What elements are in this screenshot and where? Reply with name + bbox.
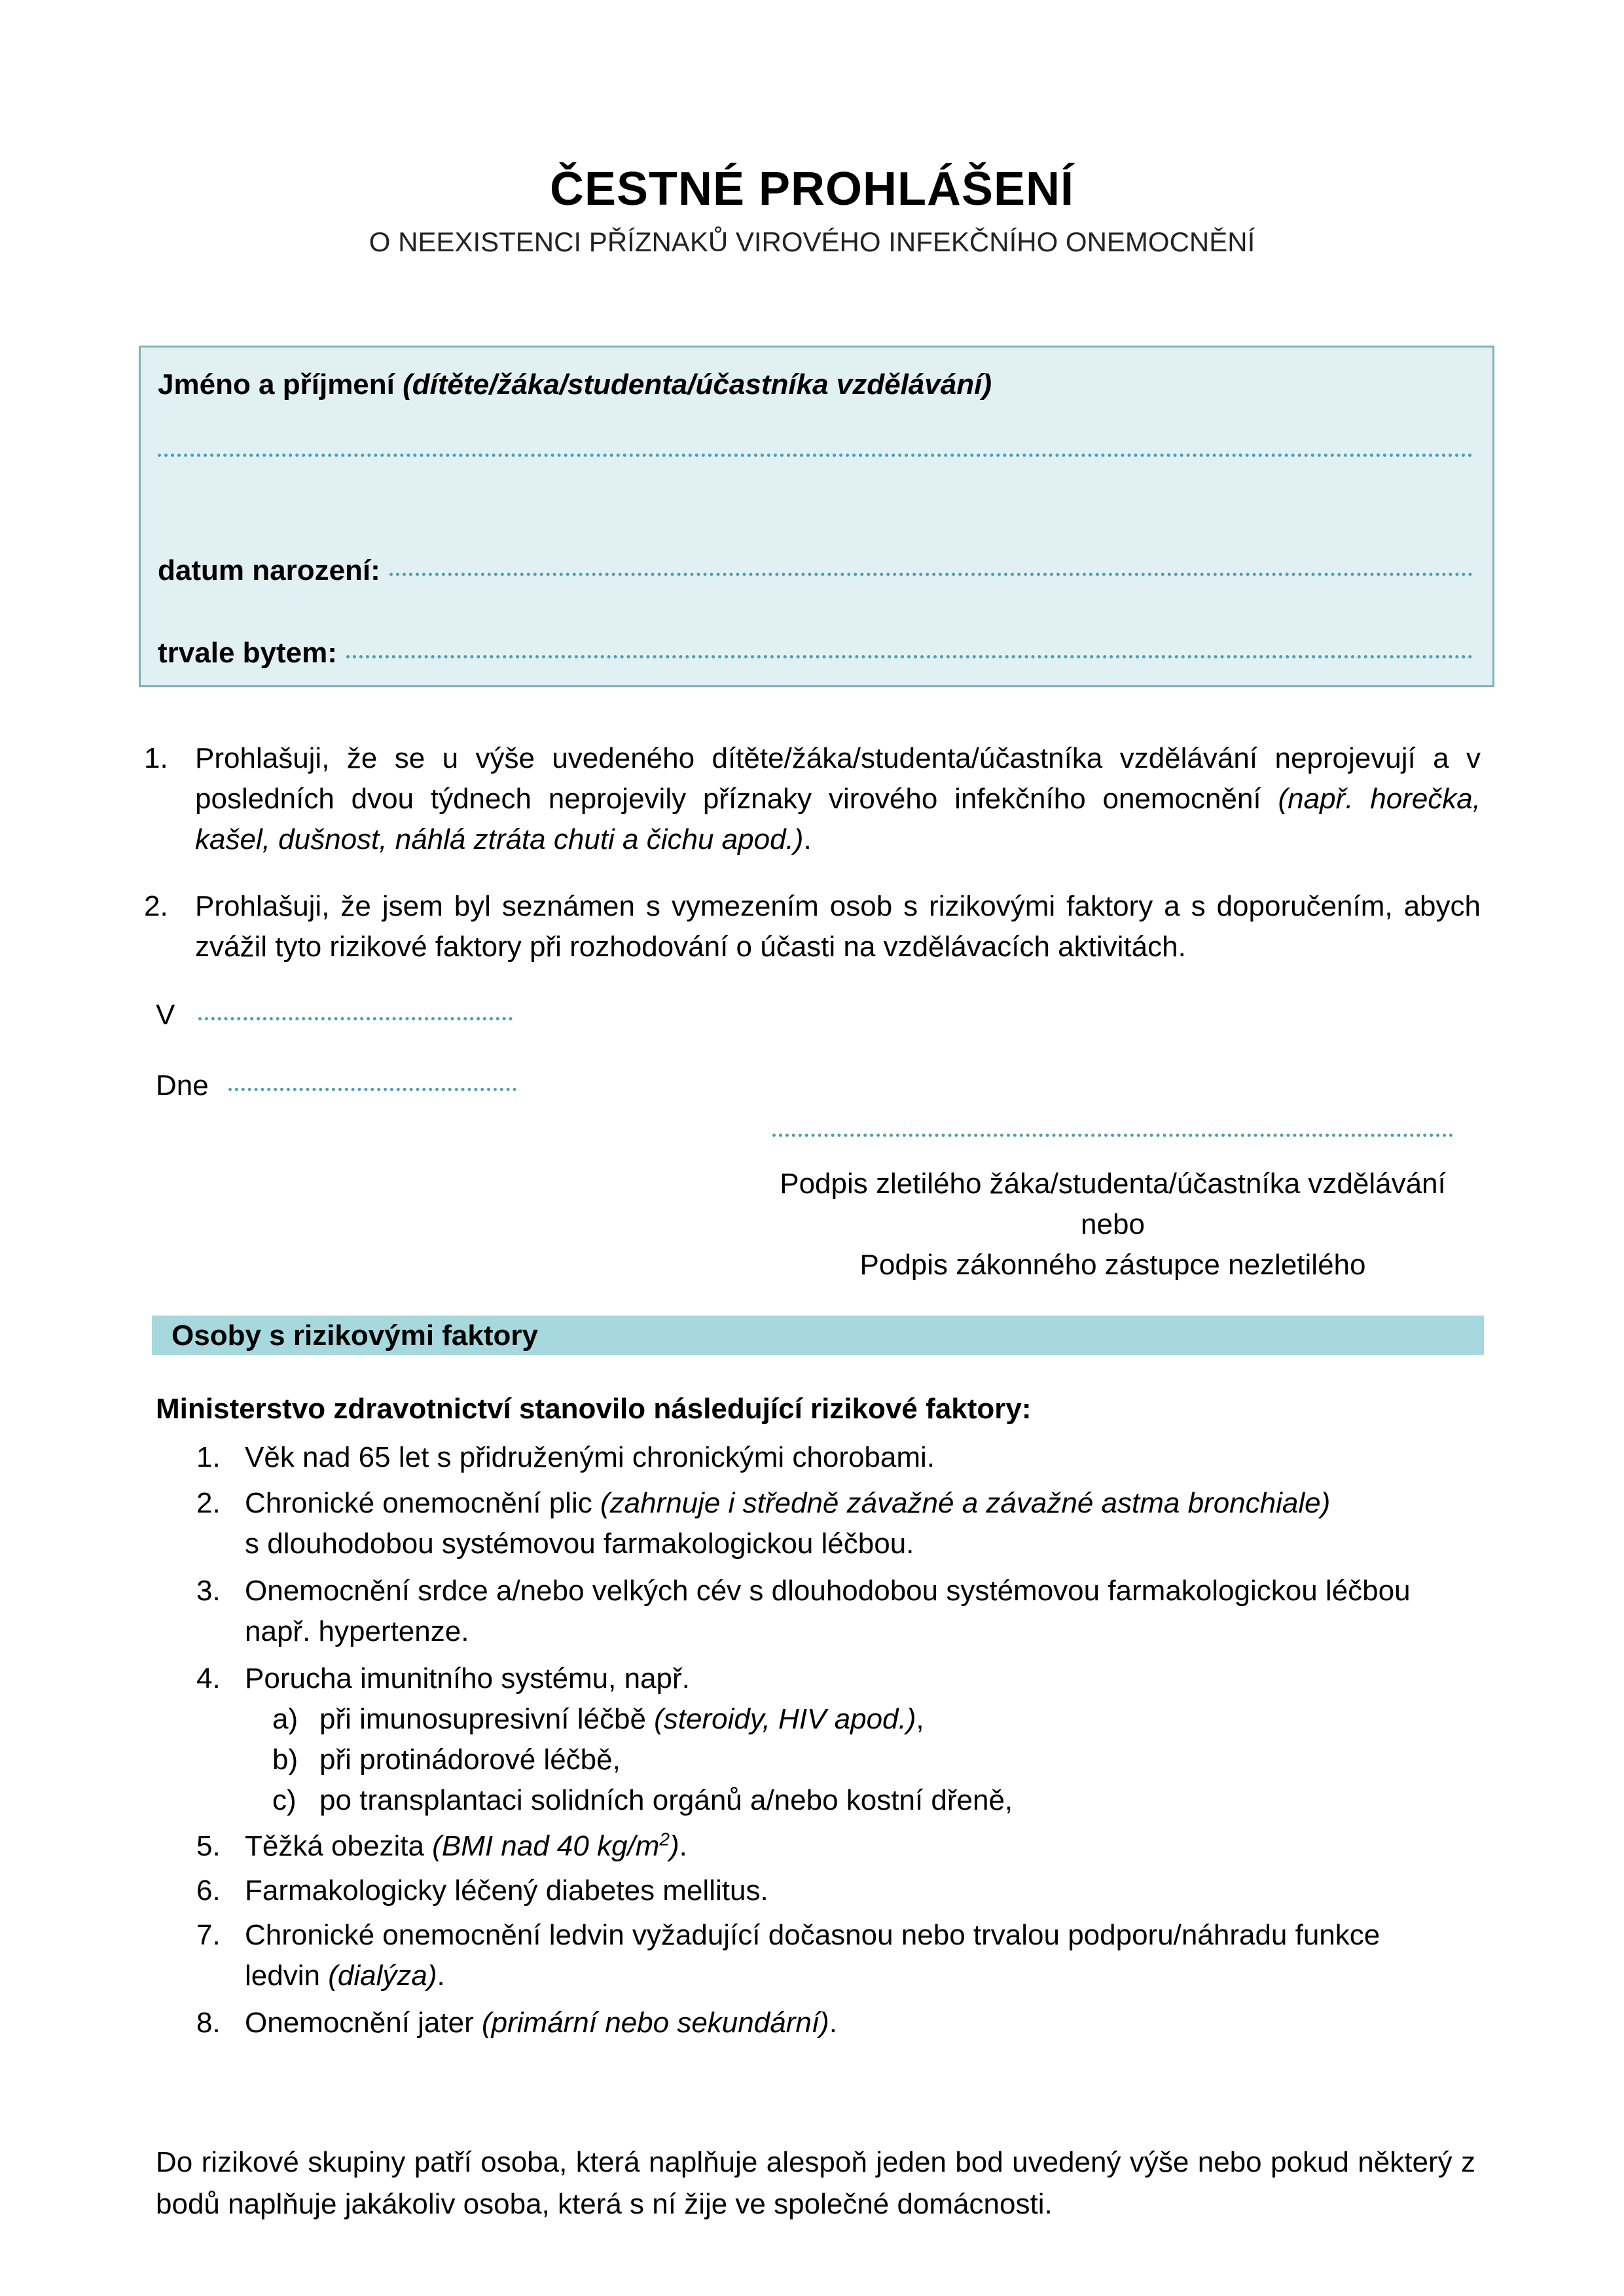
name-label: Jméno a příjmení — [158, 368, 395, 401]
birth-date-label: datum narození: — [158, 554, 380, 586]
list-item: 2. Chronické onemocnění plic (zahrnuje i středně závažné a závažné astma bronchiale) s dlouhodobou systémovou farmakologickou léčbou. — [196, 1487, 1331, 1560]
date-label: Dne — [156, 1069, 209, 1102]
name-field-dots — [158, 454, 1473, 457]
signature-caption-2: nebo — [1081, 1208, 1145, 1240]
birth-date-dots — [389, 573, 1473, 576]
list-subitem: c) po transplantaci solidních orgánů a/nebo kostní dřeně, — [272, 1784, 1013, 1816]
document-title: ČESTNÉ PROHLÁŠENÍ — [549, 163, 1075, 215]
place-field[interactable] — [156, 999, 513, 1031]
document-subtitle: O NEEXISTENCI PŘÍZNAKŮ VIROVÉHO INFEKČNÍHO ONEMOCNĚNÍ — [369, 226, 1255, 257]
signature-line[interactable] — [772, 1134, 1453, 1137]
personal-info-box — [139, 346, 1494, 687]
risk-heading: Osoby s rizikovými faktory — [152, 1316, 1484, 1355]
date-dots — [228, 1088, 516, 1091]
declaration-1: 1. Prohlašuji, že se u výše uvedeného dítěte/žáka/studenta/účastníka vzdělávání neprojevují a v posledních dvou týdnech neprojevily příznaky virového infekčního onemocnění (např. horečka, kašel, dušnost, náhlá ztráta chuti a čichu apod.). — [139, 738, 1481, 860]
list-subitem: a) při imunosupresivní léčbě (steroidy, HIV apod.), — [272, 1703, 924, 1735]
name-hint: (dítěte/žáka/studenta/účastníka vzdělávání) — [403, 368, 992, 401]
declaration-italic: (např. horečka, kašel, dušnost, náhlá ztráta chuti a čichu apod.) — [195, 783, 1481, 855]
risk-intro: Ministerstvo zdravotnictví stanovilo následující rizikové faktory: — [156, 1393, 1032, 1425]
date-field[interactable] — [156, 1069, 516, 1102]
address-dots — [346, 655, 1473, 658]
declaration-number: 2. — [144, 890, 168, 922]
declaration-number: 1. — [144, 742, 168, 774]
signature-caption-1: Podpis zletilého žáka/studenta/účastníka vzdělávání — [780, 1168, 1446, 1200]
address-field[interactable] — [158, 637, 1473, 670]
list-item: 3. Onemocnění srdce a/nebo velkých cév s dlouhodobou systémovou farmakologickou léčbou např. hypertenze. — [196, 1575, 1411, 1647]
list-item: 1. Věk nad 65 let s přidruženými chronickými chorobami. — [196, 1441, 935, 1473]
declaration-2 — [139, 886, 1481, 967]
address-label: trvale bytem: — [158, 637, 337, 669]
name-field[interactable] — [158, 457, 1473, 461]
declaration-text: Prohlašuji, že se u výše uvedeného dítěte/žáka/studenta/účastníka vzdělávání neprojevují a v posledních dvou týdnech neprojevily příznaky virového infekčního onemocnění — [195, 742, 1481, 815]
list-item: 8. Onemocnění jater (primární nebo sekundární). — [196, 2007, 837, 2039]
list-item: 7. Chronické onemocnění ledvin vyžadující dočasnou nebo trvalou podporu/náhradu funkce ledvin (dialýza). — [196, 1919, 1380, 1992]
list-item: 4. Porucha imunitního systému, např. — [196, 1662, 690, 1695]
list-item: 5. Těžká obezita (BMI nad 40 $kg/m^2$). — [196, 1829, 687, 1862]
place-dots — [198, 1017, 513, 1020]
list-subitem: b) při protinádorové léčbě, — [272, 1744, 621, 1776]
name-label-line — [158, 368, 1473, 401]
place-label: V — [156, 999, 175, 1031]
list-item: 6. Farmakologicky léčený diabetes mellitus. — [196, 1874, 768, 1907]
declaration-text: Prohlašuji, že jsem byl seznámen s vymezením osob s rizikovými faktory a s doporučením, abych zvážil tyto rizikové faktory při rozhodování o účasti na vzdělávacích aktivitách. — [195, 890, 1481, 963]
birth-date-field[interactable] — [158, 554, 1473, 587]
risk-closing-paragraph: Do rizikové skupiny patří osoba, která naplňuje alespoň jeden bod uvedený výše nebo pokud některý z bodů naplňuje jakákoliv osoba, která s ní žije ve společné domácnosti. — [156, 2146, 1475, 2220]
signature-caption-3: Podpis zákonného zástupce nezletilého — [859, 1249, 1366, 1281]
